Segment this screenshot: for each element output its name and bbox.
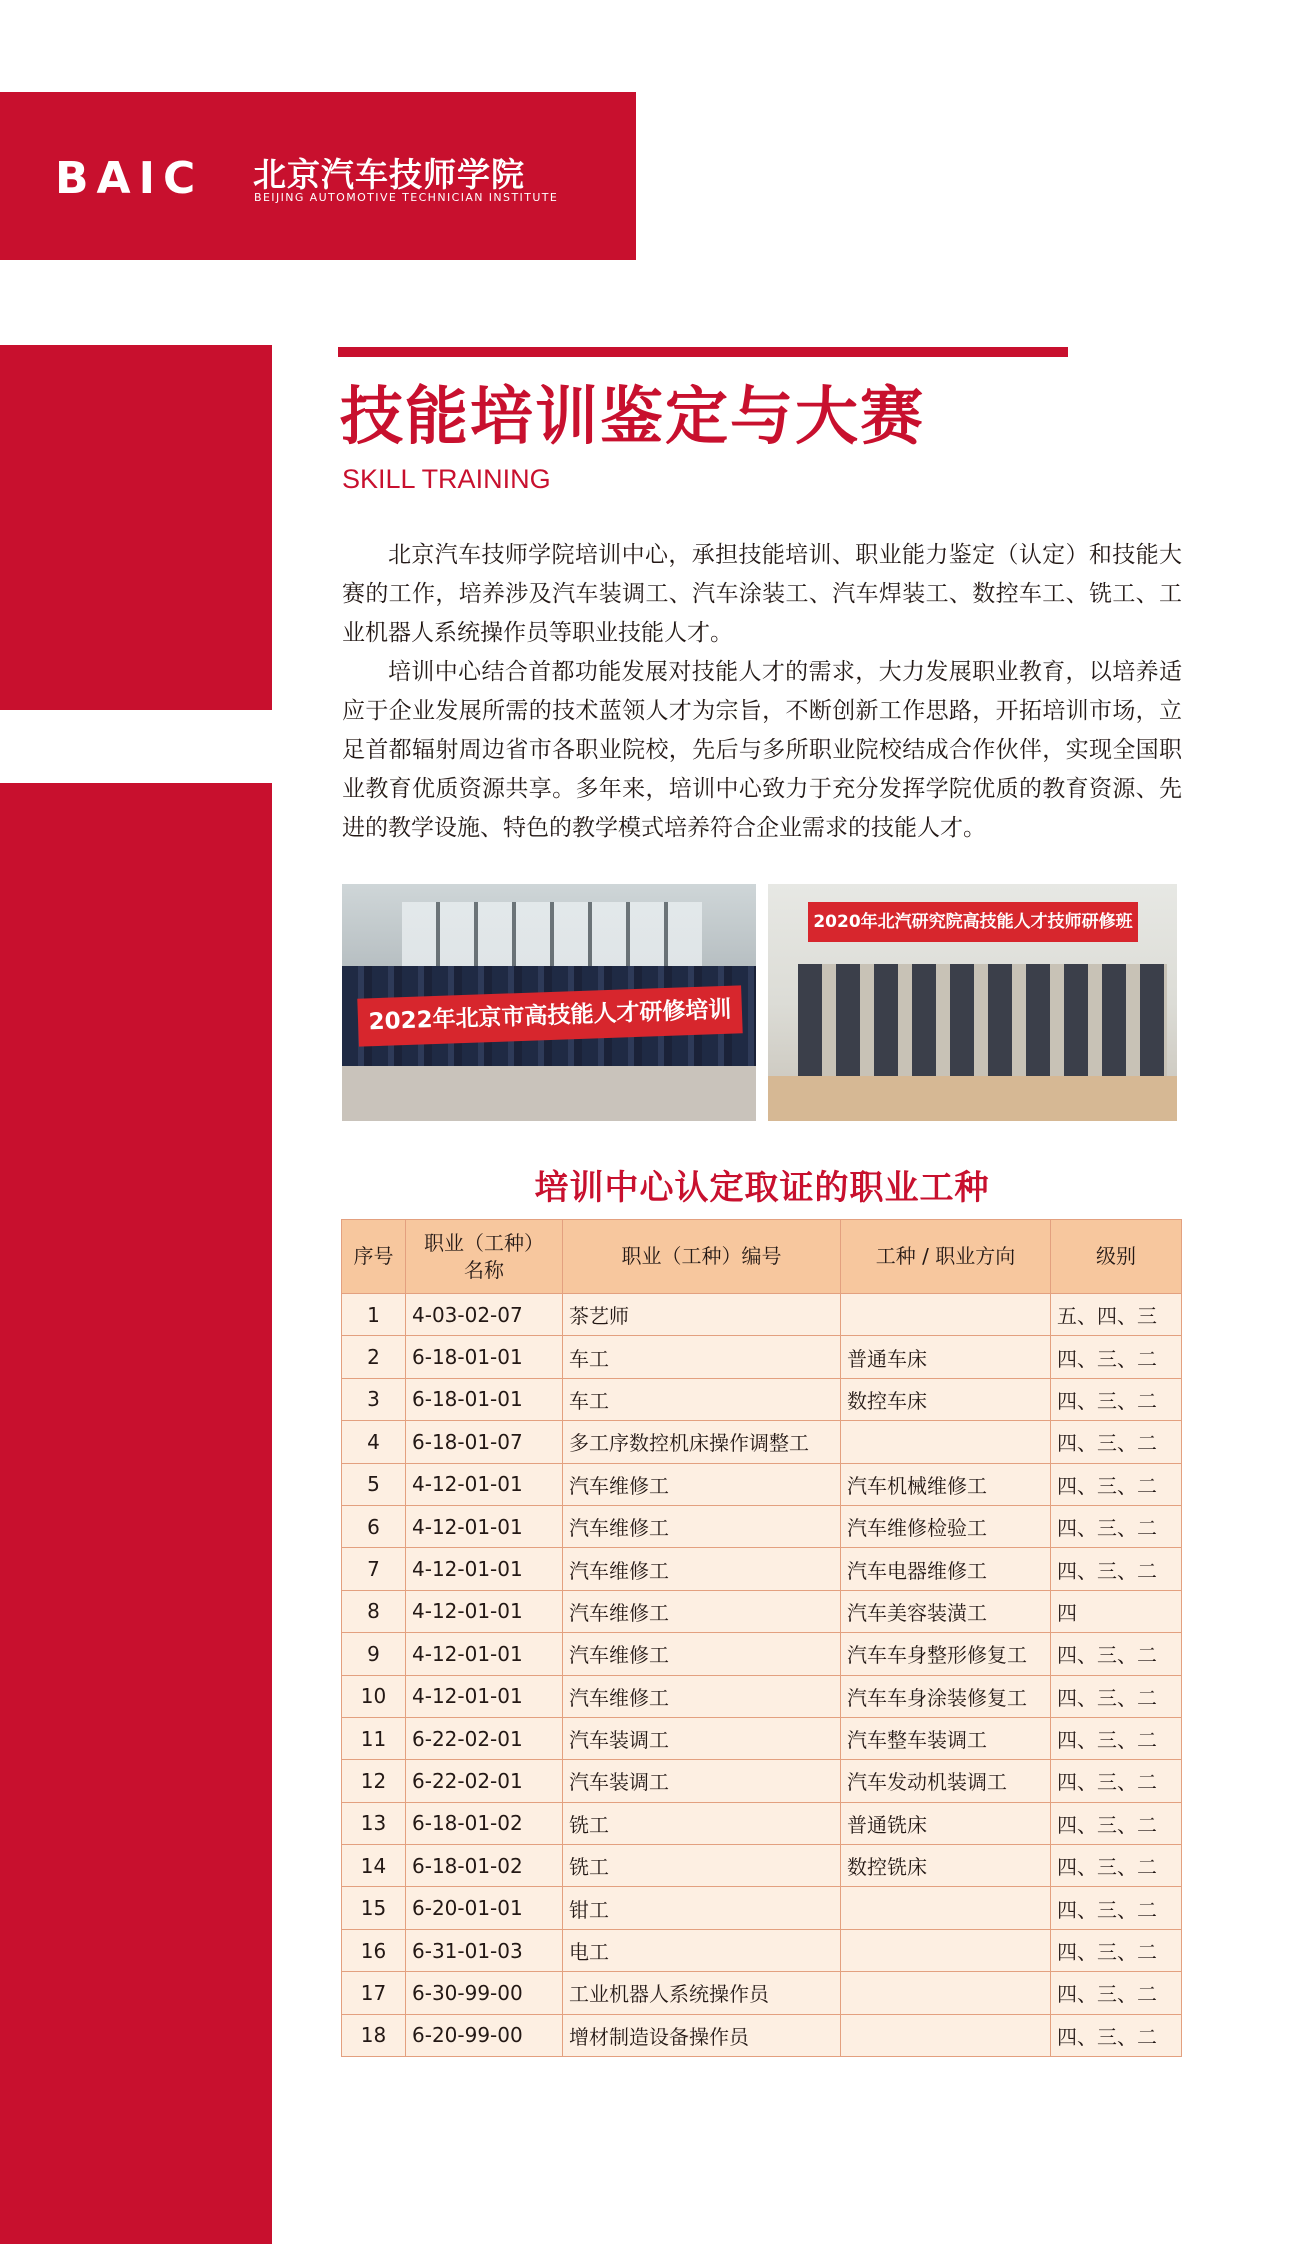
baic-logo-mark: BAIC [55,153,204,204]
row-number-cell: 9 [342,1633,406,1675]
school-name-en: BEIJING AUTOMOTIVE TECHNICIAN INSTITUTE [254,191,559,204]
occupation-cell: 汽车装调工 [563,1717,841,1759]
row-number-cell: 11 [342,1717,406,1759]
code-cell: 4-12-01-01 [406,1590,563,1632]
table-row [342,1633,1182,1675]
code-cell: 6-18-01-01 [406,1336,563,1378]
row-number-cell: 14 [342,1845,406,1887]
direction-cell: 汽车整车装调工 [841,1717,1051,1759]
direction-cell: 汽车美容装潢工 [841,1590,1051,1632]
table-row [342,1887,1182,1929]
table-row [342,1802,1182,1844]
table-row [342,1972,1182,2014]
level-cell: 四、三、二 [1051,1845,1182,1887]
row-number-cell: 7 [342,1548,406,1590]
code-cell: 4-03-02-07 [406,1294,563,1336]
school-logo [55,145,595,215]
code-cell: 4-12-01-01 [406,1505,563,1547]
header-cell: 序号 [342,1220,406,1294]
direction-cell: 数控车床 [841,1378,1051,1420]
level-cell: 四、三、二 [1051,1972,1182,2014]
occupation-cell: 汽车维修工 [563,1633,841,1675]
direction-cell: 汽车车身整形修复工 [841,1633,1051,1675]
occupation-cell: 汽车维修工 [563,1548,841,1590]
level-cell: 四、三、二 [1051,1760,1182,1802]
left-decor-bar-bottom [0,783,272,2244]
table-row [342,1294,1182,1336]
occupation-cell: 车工 [563,1378,841,1420]
level-cell: 四、三、二 [1051,1717,1182,1759]
row-number-cell: 10 [342,1675,406,1717]
row-number-cell: 8 [342,1590,406,1632]
direction-cell: 汽车电器维修工 [841,1548,1051,1590]
direction-cell [841,1294,1051,1336]
photo-banner: 2022年北京市高技能人才研修培训 [357,985,742,1046]
direction-cell: 汽车车身涂装修复工 [841,1675,1051,1717]
table-row [342,1548,1182,1590]
code-cell: 6-20-01-01 [406,1887,563,1929]
table-row [342,1590,1182,1632]
header-cell: 职业（工种） 名称 [406,1220,563,1294]
direction-cell: 汽车维修检验工 [841,1505,1051,1547]
occupation-table [341,1219,1182,2057]
row-number-cell: 5 [342,1463,406,1505]
level-cell: 四、三、二 [1051,1887,1182,1929]
level-cell: 四、三、二 [1051,1802,1182,1844]
table-row [342,1929,1182,1971]
level-cell: 四、三、二 [1051,1421,1182,1463]
occupation-cell: 铣工 [563,1802,841,1844]
occupation-cell: 钳工 [563,1887,841,1929]
direction-cell [841,2014,1051,2056]
direction-cell: 普通车床 [841,1336,1051,1378]
title-rule [338,347,1068,357]
paragraph: 培训中心结合首都功能发展对技能人才的需求，大力发展职业教育，以培养适应于企业发展所需的技术蓝领人才为宗旨，不断创新工作思路，开拓培训市场，立足首都辐射周边省市各职业院校，先后与多所职业院校结成合作伙伴，实现全国职业教育优质资源共享。多年来，培训中心致力于充分发挥学院优质的教育资源、先进的教学设施、特色的教学模式培养符合企业需求的技能人才。 [342,659,1182,841]
direction-cell: 汽车机械维修工 [841,1463,1051,1505]
row-number-cell: 3 [342,1378,406,1420]
table-row [342,1505,1182,1547]
occupation-cell: 汽车维修工 [563,1675,841,1717]
table-row [342,1378,1182,1420]
occupation-cell: 多工序数控机床操作调整工 [563,1421,841,1463]
level-cell: 四、三、二 [1051,1463,1182,1505]
level-cell: 四、三、二 [1051,2014,1182,2056]
row-number-cell: 16 [342,1929,406,1971]
table-header-row [342,1220,1182,1294]
left-decor-bar-top [0,345,272,710]
certificate-group-photo [768,884,1177,1121]
direction-cell [841,1887,1051,1929]
row-number-cell: 6 [342,1505,406,1547]
section-body [342,536,1182,848]
level-cell: 四、三、二 [1051,1505,1182,1547]
code-cell: 4-12-01-01 [406,1675,563,1717]
header-cell: 职业（工种）编号 [563,1220,841,1294]
row-number-cell: 18 [342,2014,406,2056]
table-row [342,1336,1182,1378]
table-row [342,1845,1182,1887]
occupation-cell: 汽车维修工 [563,1505,841,1547]
level-cell: 四 [1051,1590,1182,1632]
photo-banner: 2020年北汽研究院高技能人才技师研修班 [808,902,1138,942]
code-cell: 6-22-02-01 [406,1760,563,1802]
occupation-cell: 汽车维修工 [563,1463,841,1505]
table-row [342,1421,1182,1463]
code-cell: 6-18-01-01 [406,1378,563,1420]
row-number-cell: 2 [342,1336,406,1378]
training-group-photo [342,884,756,1121]
code-cell: 6-22-02-01 [406,1717,563,1759]
occupation-cell: 电工 [563,1929,841,1971]
level-cell: 四、三、二 [1051,1378,1182,1420]
table-row [342,2014,1182,2056]
code-cell: 6-18-01-07 [406,1421,563,1463]
level-cell: 四、三、二 [1051,1336,1182,1378]
code-cell: 4-12-01-01 [406,1548,563,1590]
row-number-cell: 12 [342,1760,406,1802]
code-cell: 6-30-99-00 [406,1972,563,2014]
row-number-cell: 13 [342,1802,406,1844]
occupation-cell: 增材制造设备操作员 [563,2014,841,2056]
row-number-cell: 17 [342,1972,406,2014]
table-row [342,1463,1182,1505]
table-row [342,1717,1182,1759]
occupation-cell: 茶艺师 [563,1294,841,1336]
row-number-cell: 1 [342,1294,406,1336]
occupation-cell: 车工 [563,1336,841,1378]
code-cell: 6-18-01-02 [406,1802,563,1844]
code-cell: 4-12-01-01 [406,1633,563,1675]
table-body [342,1294,1182,2057]
header-cell: 级别 [1051,1220,1182,1294]
direction-cell: 普通铣床 [841,1802,1051,1844]
level-cell: 五、四、三 [1051,1294,1182,1336]
row-number-cell: 4 [342,1421,406,1463]
direction-cell [841,1972,1051,2014]
level-cell: 四、三、二 [1051,1633,1182,1675]
code-cell: 6-20-99-00 [406,2014,563,2056]
code-cell: 6-18-01-02 [406,1845,563,1887]
section-subtitle: SKILL TRAINING [342,464,551,494]
header-cell: 工种 / 职业方向 [841,1220,1051,1294]
photo-people [798,964,1167,1089]
school-name: 北京汽车技师学院 [253,155,525,194]
direction-cell [841,1929,1051,1971]
direction-cell [841,1421,1051,1463]
occupation-cell: 汽车装调工 [563,1760,841,1802]
code-cell: 6-31-01-03 [406,1929,563,1971]
paragraph: 北京汽车技师学院培训中心，承担技能培训、职业能力鉴定（认定）和技能大赛的工作，培养涉及汽车装调工、汽车涂装工、汽车焊装工、数控车工、铣工、工业机器人系统操作员等职业技能人才。 [342,542,1182,646]
table-row [342,1675,1182,1717]
table-row [342,1760,1182,1802]
direction-cell: 数控铣床 [841,1845,1051,1887]
level-cell: 四、三、二 [1051,1548,1182,1590]
table-title: 培训中心认定取证的职业工种 [534,1168,990,1208]
occupation-cell: 铣工 [563,1845,841,1887]
code-cell: 4-12-01-01 [406,1463,563,1505]
section-title: 技能培训鉴定与大赛 [340,380,925,453]
level-cell: 四、三、二 [1051,1675,1182,1717]
row-number-cell: 15 [342,1887,406,1929]
level-cell: 四、三、二 [1051,1929,1182,1971]
direction-cell: 汽车发动机装调工 [841,1760,1051,1802]
photo-floor [342,1066,756,1121]
occupation-cell: 工业机器人系统操作员 [563,1972,841,2014]
occupation-cell: 汽车维修工 [563,1590,841,1632]
photo-desks [768,1076,1177,1121]
